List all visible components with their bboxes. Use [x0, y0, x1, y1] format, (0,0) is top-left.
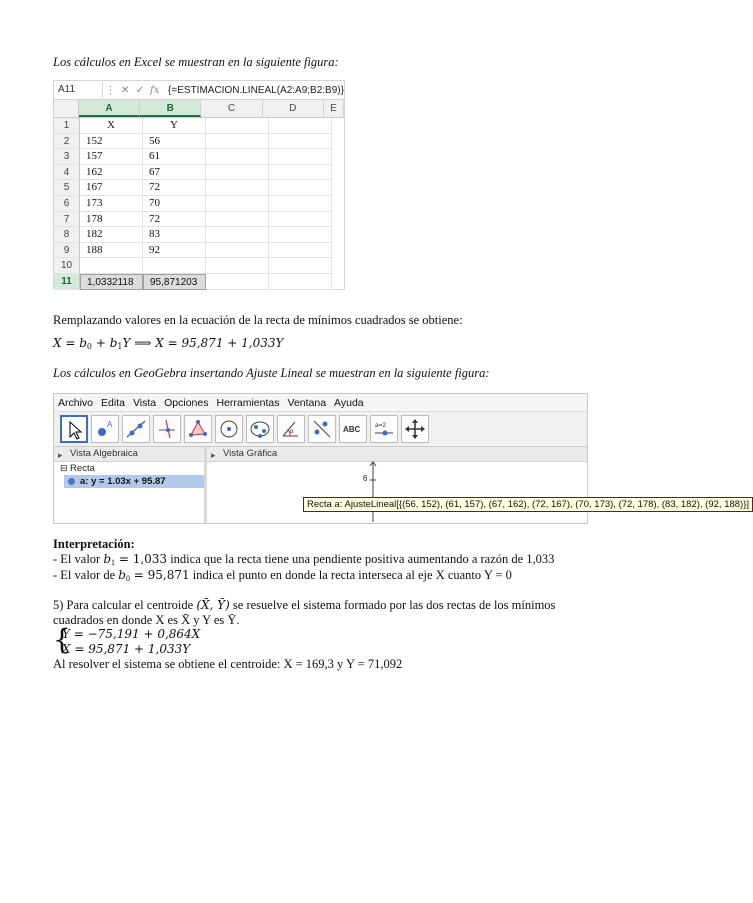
sheet-row	[54, 274, 344, 290]
row-header[interactable]: 4	[54, 165, 80, 181]
perpendicular-tool-icon[interactable]	[153, 415, 181, 443]
sheet-row	[54, 243, 344, 259]
interpretation-line-2: - El valor de $b_0 = 95,871$ indica el punto en donde la recta interseca al eje X cuanto Y = 0	[53, 568, 512, 583]
cell-a[interactable]	[80, 258, 143, 274]
row-header[interactable]: 8	[54, 227, 80, 243]
cell-b[interactable]: 70	[143, 196, 206, 212]
cell-d[interactable]	[269, 258, 332, 274]
column-header-d[interactable]: D	[263, 100, 324, 117]
cell-c[interactable]	[206, 134, 269, 150]
tooltip: Recta a: AjusteLineal[{(56, 152), (61, 157), (67, 162), (72, 167), (70, 173), (72, 178), (83, 182), (92, 188)}]	[303, 497, 753, 512]
graphics-axes	[207, 462, 587, 522]
column-header-c[interactable]: C	[201, 100, 262, 117]
sheet-row	[54, 180, 344, 196]
toolbar	[54, 412, 587, 447]
menu-item-herramientas[interactable]: Herramientas	[216, 396, 280, 409]
fx-icon[interactable]: fx	[150, 84, 160, 96]
point-tool-icon[interactable]	[91, 415, 119, 443]
cell-c[interactable]	[206, 258, 269, 274]
enter-icon[interactable]: ✓	[135, 84, 145, 96]
cell-d[interactable]	[269, 274, 332, 290]
row-header[interactable]: 5	[54, 180, 80, 196]
graphics-view-header[interactable]: ▸ Vista Gráfica	[207, 447, 587, 462]
excel-screenshot	[53, 80, 345, 290]
cell-b[interactable]: 61	[143, 149, 206, 165]
row-header[interactable]: 10	[54, 258, 80, 274]
views-area	[54, 447, 750, 523]
move-tool-icon[interactable]	[60, 415, 88, 443]
system-equation-2: X = 95,871 + 1,033Y	[62, 642, 191, 656]
sheet-row	[54, 134, 344, 150]
centroid-line-1: 5) Para calcular el centroide (X̄, Ȳ) se resuelve el sistema formado por las dos rectas de los mínimos	[53, 598, 556, 612]
cell-b[interactable]: 92	[143, 243, 206, 259]
menu-bar	[54, 394, 587, 412]
interpretation-title: Interpretación:	[53, 537, 135, 551]
formula-text[interactable]: {=ESTIMACION.LINEAL(A2:A9;B2:B9)}	[168, 84, 344, 96]
algebra-view	[54, 447, 207, 523]
cell-c[interactable]	[206, 274, 269, 290]
cell-a[interactable]: 162	[80, 165, 143, 181]
sheet-row	[54, 212, 344, 228]
row-header[interactable]: 7	[54, 212, 80, 228]
centroid-line-2: cuadrados en donde X es X̄ y Y es Ȳ.	[53, 613, 240, 627]
cell-b[interactable]: 67	[143, 165, 206, 181]
sheet-row	[54, 227, 344, 243]
svg-text:α: α	[290, 429, 294, 435]
collapse-minus-icon[interactable]: ⊟	[60, 463, 71, 473]
more-icon: ⋮	[105, 84, 116, 96]
cell-d[interactable]	[269, 180, 332, 196]
cell-a[interactable]: 1,0332118	[80, 274, 143, 290]
collapse-triangle-icon[interactable]: ▸	[211, 450, 216, 460]
cell-b[interactable]: 83	[143, 227, 206, 243]
cell-c[interactable]	[206, 243, 269, 259]
sheet-row	[54, 165, 344, 181]
line-tool-icon[interactable]	[122, 415, 150, 443]
row-header[interactable]: 11	[54, 274, 80, 290]
interpretation-line-1: - El valor $b_1 = 1,033$ indica que la recta tiene una pendiente positiva aumentando a razón de 1,033	[53, 552, 555, 567]
menu-item-vista[interactable]: Vista	[132, 396, 157, 409]
sheet-row	[54, 118, 344, 134]
centroid-result: Al resolver el sistema se obtiene el centroide: X = 169,3 y Y = 71,092	[53, 657, 403, 671]
sheet-row	[54, 196, 344, 212]
cell-b[interactable]: 72	[143, 212, 206, 228]
algebra-item-line[interactable]: a: y = 1.03x + 95.87	[64, 475, 204, 488]
menu-item-ayuda[interactable]: Ayuda	[334, 396, 364, 409]
cell-b[interactable]: Y	[143, 118, 206, 134]
cell-c[interactable]	[206, 196, 269, 212]
menu-item-opciones[interactable]: Opciones	[164, 396, 209, 409]
algebra-category[interactable]: ⊟ Recta	[60, 463, 95, 474]
move-view-tool-icon[interactable]	[401, 415, 429, 443]
row-header[interactable]: 2	[54, 134, 80, 150]
cell-a[interactable]: 157	[80, 149, 143, 165]
svg-text:a=2: a=2	[375, 422, 387, 429]
column-header-b[interactable]: B	[140, 100, 201, 117]
menu-item-edita[interactable]: Edita	[101, 396, 125, 409]
sheet-grid	[54, 118, 344, 290]
cell-d[interactable]	[269, 149, 332, 165]
cell-d[interactable]	[269, 196, 332, 212]
cell-a[interactable]: X	[80, 118, 143, 134]
replace-text: Remplazando valores en la ecuación de la recta de mínimos cuadrados se obtiene:	[53, 313, 463, 327]
slider-tool-icon[interactable]	[370, 415, 398, 443]
cell-b[interactable]: 95,871203	[143, 274, 206, 290]
cell-d[interactable]	[269, 243, 332, 259]
cell-c[interactable]	[206, 118, 269, 134]
geogebra-intro-text: Los cálculos en GeoGebra insertando Ajuste Lineal se muestran en la siguiente figura:	[53, 366, 490, 380]
cell-c[interactable]	[206, 227, 269, 243]
graphics-view[interactable]	[207, 447, 750, 523]
algebra-view-header[interactable]: ▸ Vista Algebraica	[54, 447, 204, 462]
cell-a[interactable]: 188	[80, 243, 143, 259]
cell-d[interactable]	[269, 227, 332, 243]
row-header[interactable]: 9	[54, 243, 80, 259]
reflect-tool-icon[interactable]	[308, 415, 336, 443]
system-equation-1: Y = −75,191 + 0,864X	[62, 627, 201, 641]
system-brace: {	[53, 623, 71, 656]
cell-d[interactable]	[269, 212, 332, 228]
name-box[interactable]: A11	[54, 82, 103, 98]
menu-item-archivo[interactable]: Archivo	[58, 396, 94, 409]
cell-b[interactable]	[143, 258, 206, 274]
angle-tool-icon[interactable]	[277, 415, 305, 443]
column-header-e[interactable]: E	[324, 100, 344, 117]
formula-bar	[54, 81, 344, 100]
cell-a[interactable]: 167	[80, 180, 143, 196]
conic-tool-icon[interactable]	[246, 415, 274, 443]
svg-text:ABC: ABC	[343, 425, 361, 434]
cell-c[interactable]	[206, 165, 269, 181]
row-header[interactable]: 6	[54, 196, 80, 212]
sheet-row	[54, 149, 344, 165]
visibility-dot-icon[interactable]	[68, 478, 75, 485]
row-header[interactable]: 1	[54, 118, 80, 134]
polygon-tool-icon[interactable]	[184, 415, 212, 443]
select-all-corner[interactable]	[54, 100, 79, 117]
cell-a[interactable]: 182	[80, 227, 143, 243]
cancel-icon[interactable]: ✕	[121, 84, 130, 96]
cell-c[interactable]	[206, 149, 269, 165]
excel-intro-text: Los cálculos en Excel se muestran en la siguiente figura:	[53, 55, 339, 69]
cell-b[interactable]: 56	[143, 134, 206, 150]
regression-equation: $X = b_0 + b_1Y$ ⟹ X = 95,871 + 1,033Y	[53, 336, 284, 351]
axis-tick-label: 6	[363, 474, 368, 483]
cell-a[interactable]: 178	[80, 212, 143, 228]
cell-d[interactable]	[269, 118, 332, 134]
geogebra-screenshot	[53, 393, 750, 524]
menu-item-ventana[interactable]: Ventana	[287, 396, 327, 409]
cell-b[interactable]: 72	[143, 180, 206, 196]
text-tool-icon[interactable]	[339, 415, 367, 443]
row-header[interactable]: 3	[54, 149, 80, 165]
column-header-a[interactable]: A	[79, 100, 140, 117]
collapse-triangle-icon[interactable]: ▸	[58, 450, 63, 460]
circle-tool-icon[interactable]	[215, 415, 243, 443]
cell-d[interactable]	[269, 134, 332, 150]
column-headers	[54, 100, 344, 118]
svg-text:A: A	[107, 420, 113, 429]
cell-a[interactable]: 152	[80, 134, 143, 150]
cell-d[interactable]	[269, 165, 332, 181]
cell-c[interactable]	[206, 212, 269, 228]
sheet-row	[54, 258, 344, 274]
cell-a[interactable]: 173	[80, 196, 143, 212]
cell-c[interactable]	[206, 180, 269, 196]
